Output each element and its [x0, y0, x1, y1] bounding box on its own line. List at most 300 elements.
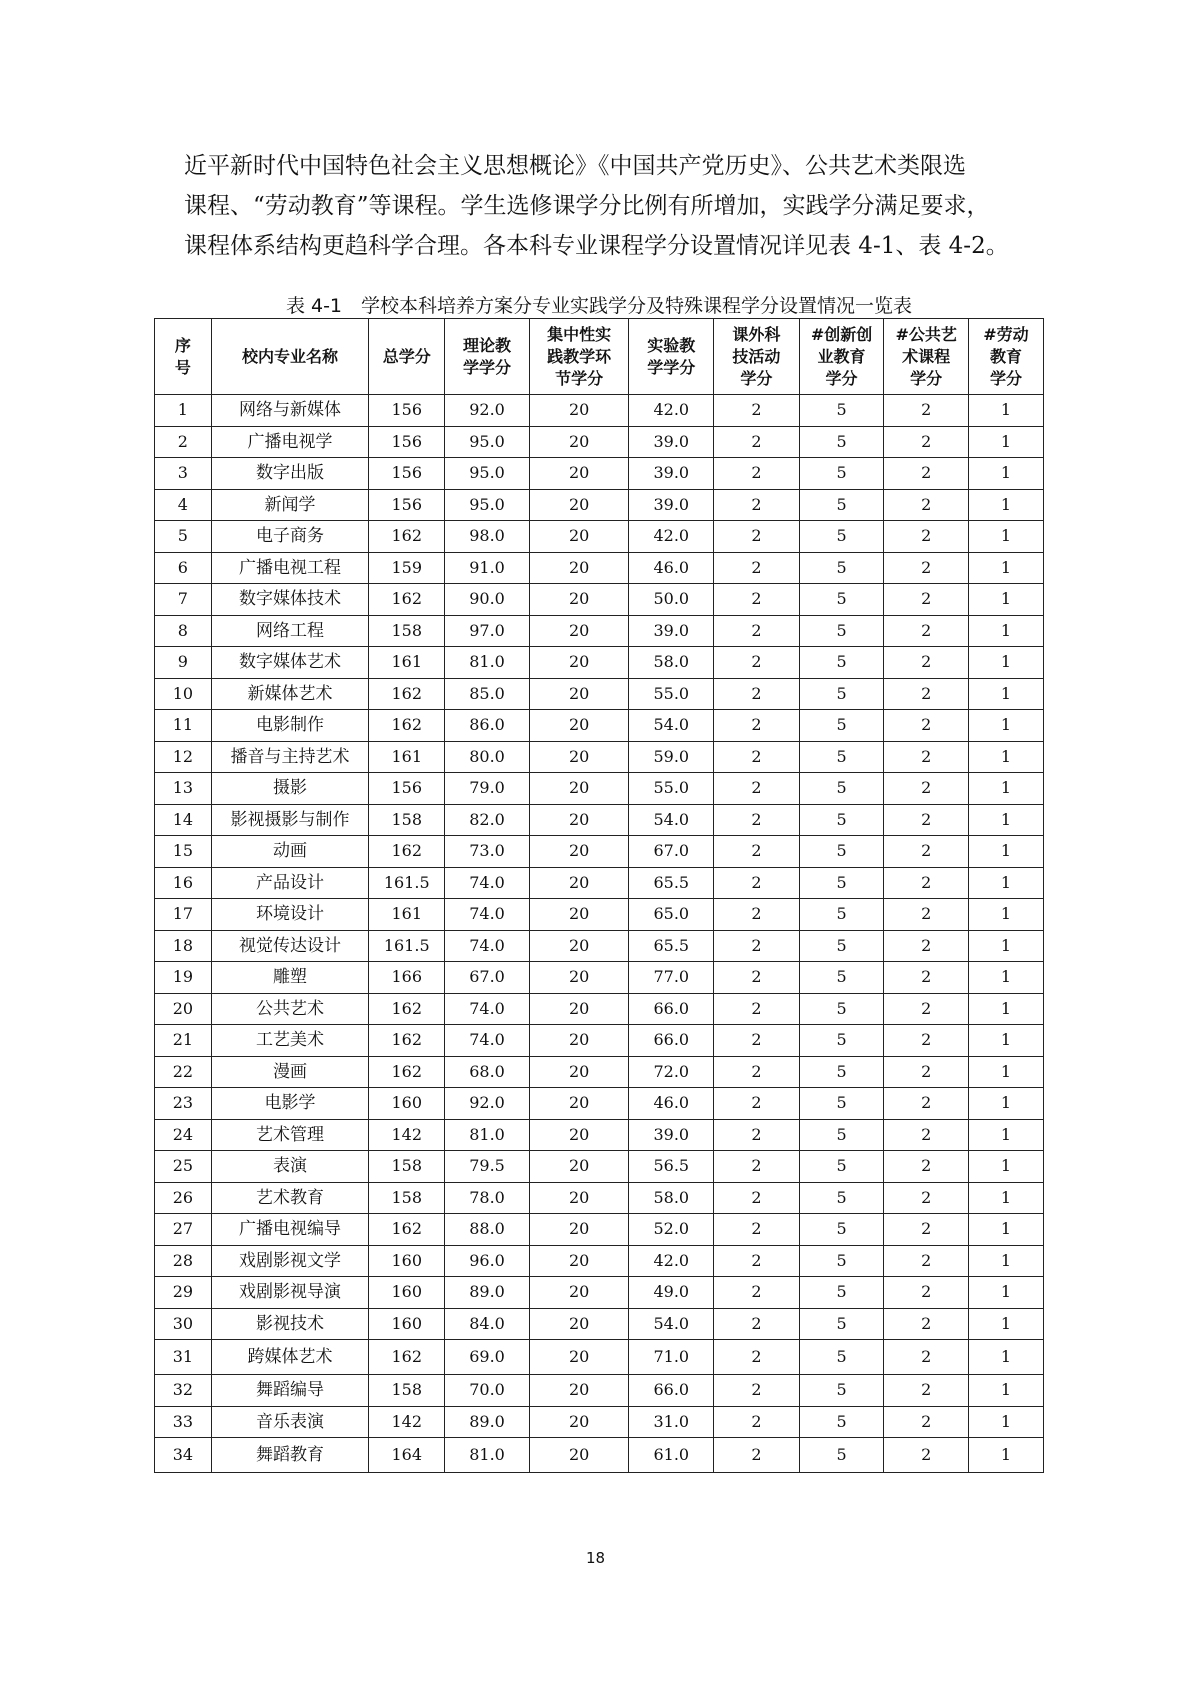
- cell-index: 29: [155, 1277, 212, 1309]
- header-text-line: 学分: [825, 368, 858, 388]
- cell-index: 16: [155, 867, 212, 899]
- cell-innovation-credits: 5: [799, 962, 884, 994]
- cell-practice-credits: 20: [529, 899, 629, 931]
- cell-public-art-credits: 2: [884, 1438, 969, 1473]
- cell-lab-credits: 66.0: [629, 1025, 714, 1057]
- cell-labor-credits: 1: [968, 1056, 1043, 1088]
- cell-public-art-credits: 2: [884, 521, 969, 553]
- cell-major-name: 视觉传达设计: [211, 930, 368, 962]
- cell-innovation-credits: 5: [799, 1245, 884, 1277]
- cell-public-art-credits: 2: [884, 930, 969, 962]
- cell-extracurricular-credits: 2: [714, 1308, 800, 1340]
- table-row: [155, 1340, 1044, 1375]
- cell-public-art-credits: 2: [884, 962, 969, 994]
- cell-labor-credits: 1: [968, 1214, 1043, 1246]
- cell-total-credits: 142: [369, 1406, 445, 1438]
- cell-total-credits: 160: [369, 1277, 445, 1309]
- cell-practice-credits: 20: [529, 930, 629, 962]
- cell-index: 1: [155, 395, 212, 427]
- table-row: [155, 1308, 1044, 1340]
- cell-public-art-credits: 2: [884, 678, 969, 710]
- cell-public-art-credits: 2: [884, 1119, 969, 1151]
- cell-major-name: 广播电视编导: [211, 1214, 368, 1246]
- table-row: [155, 552, 1044, 584]
- cell-lab-credits: 65.5: [629, 867, 714, 899]
- cell-extracurricular-credits: 2: [714, 867, 800, 899]
- cell-lab-credits: 39.0: [629, 458, 714, 490]
- table-row: [155, 1151, 1044, 1183]
- cell-total-credits: 158: [369, 615, 445, 647]
- cell-total-credits: 158: [369, 804, 445, 836]
- cell-total-credits: 162: [369, 836, 445, 868]
- cell-public-art-credits: 2: [884, 1025, 969, 1057]
- table-row: [155, 930, 1044, 962]
- cell-major-name: 公共艺术: [211, 993, 368, 1025]
- table-row: [155, 647, 1044, 679]
- cell-labor-credits: 1: [968, 1025, 1043, 1057]
- cell-public-art-credits: 2: [884, 458, 969, 490]
- cell-total-credits: 166: [369, 962, 445, 994]
- cell-theory-credits: 81.0: [445, 647, 530, 679]
- cell-lab-credits: 58.0: [629, 647, 714, 679]
- cell-lab-credits: 54.0: [629, 1308, 714, 1340]
- cell-labor-credits: 1: [968, 489, 1043, 521]
- cell-index: 13: [155, 773, 212, 805]
- cell-total-credits: 158: [369, 1375, 445, 1407]
- cell-index: 10: [155, 678, 212, 710]
- cell-practice-credits: 20: [529, 584, 629, 616]
- cell-index: 6: [155, 552, 212, 584]
- cell-labor-credits: 1: [968, 552, 1043, 584]
- cell-index: 28: [155, 1245, 212, 1277]
- header-text-line: 集中性实: [547, 324, 612, 344]
- cell-innovation-credits: 5: [799, 899, 884, 931]
- cell-extracurricular-credits: 2: [714, 678, 800, 710]
- cell-major-name: 网络工程: [211, 615, 368, 647]
- cell-extracurricular-credits: 2: [714, 1245, 800, 1277]
- cell-index: 33: [155, 1406, 212, 1438]
- cell-lab-credits: 59.0: [629, 741, 714, 773]
- cell-public-art-credits: 2: [884, 1406, 969, 1438]
- cell-innovation-credits: 5: [799, 1119, 884, 1151]
- cell-innovation-credits: 5: [799, 489, 884, 521]
- cell-theory-credits: 70.0: [445, 1375, 530, 1407]
- cell-practice-credits: 20: [529, 678, 629, 710]
- cell-index: 2: [155, 426, 212, 458]
- cell-index: 24: [155, 1119, 212, 1151]
- cell-innovation-credits: 5: [799, 1406, 884, 1438]
- cell-major-name: 播音与主持艺术: [211, 741, 368, 773]
- cell-innovation-credits: 5: [799, 1088, 884, 1120]
- table-row: [155, 458, 1044, 490]
- table-caption: 表 4-1 学校本科培养方案分专业实践学分及特殊课程学分设置情况一览表: [285, 295, 913, 317]
- cell-labor-credits: 1: [968, 458, 1043, 490]
- cell-lab-credits: 54.0: [629, 710, 714, 742]
- header-text-line: #劳动: [983, 324, 1029, 344]
- table-row: [155, 395, 1044, 427]
- cell-theory-credits: 80.0: [445, 741, 530, 773]
- cell-practice-credits: 20: [529, 1182, 629, 1214]
- cell-labor-credits: 1: [968, 678, 1043, 710]
- cell-practice-credits: 20: [529, 1056, 629, 1088]
- cell-major-name: 影视技术: [211, 1308, 368, 1340]
- cell-practice-credits: 20: [529, 773, 629, 805]
- cell-major-name: 雕塑: [211, 962, 368, 994]
- cell-lab-credits: 46.0: [629, 1088, 714, 1120]
- cell-innovation-credits: 5: [799, 426, 884, 458]
- cell-lab-credits: 55.0: [629, 773, 714, 805]
- cell-total-credits: 161: [369, 899, 445, 931]
- cell-labor-credits: 1: [968, 773, 1043, 805]
- cell-index: 27: [155, 1214, 212, 1246]
- cell-theory-credits: 67.0: [445, 962, 530, 994]
- cell-total-credits: 156: [369, 395, 445, 427]
- header-text-line: 理论教: [463, 335, 512, 355]
- cell-theory-credits: 81.0: [445, 1119, 530, 1151]
- cell-total-credits: 158: [369, 1182, 445, 1214]
- header-index: [155, 319, 212, 395]
- cell-lab-credits: 31.0: [629, 1406, 714, 1438]
- cell-extracurricular-credits: 2: [714, 710, 800, 742]
- cell-index: 31: [155, 1340, 212, 1375]
- cell-extracurricular-credits: 2: [714, 458, 800, 490]
- cell-innovation-credits: 5: [799, 584, 884, 616]
- cell-total-credits: 161: [369, 741, 445, 773]
- cell-lab-credits: 55.0: [629, 678, 714, 710]
- table-row: [155, 710, 1044, 742]
- table-row: [155, 1056, 1044, 1088]
- cell-theory-credits: 86.0: [445, 710, 530, 742]
- cell-theory-credits: 95.0: [445, 426, 530, 458]
- cell-total-credits: 162: [369, 1214, 445, 1246]
- cell-labor-credits: 1: [968, 962, 1043, 994]
- cell-extracurricular-credits: 2: [714, 741, 800, 773]
- cell-major-name: 广播电视工程: [211, 552, 368, 584]
- cell-theory-credits: 91.0: [445, 552, 530, 584]
- header-text-line: 学分: [740, 368, 773, 388]
- cell-lab-credits: 61.0: [629, 1438, 714, 1473]
- cell-public-art-credits: 2: [884, 1245, 969, 1277]
- table-row: [155, 741, 1044, 773]
- cell-practice-credits: 20: [529, 1088, 629, 1120]
- cell-practice-credits: 20: [529, 552, 629, 584]
- cell-index: 17: [155, 899, 212, 931]
- cell-major-name: 动画: [211, 836, 368, 868]
- cell-public-art-credits: 2: [884, 836, 969, 868]
- cell-labor-credits: 1: [968, 710, 1043, 742]
- cell-labor-credits: 1: [968, 615, 1043, 647]
- cell-practice-credits: 20: [529, 710, 629, 742]
- cell-labor-credits: 1: [968, 1438, 1043, 1473]
- cell-public-art-credits: 2: [884, 584, 969, 616]
- cell-practice-credits: 20: [529, 1308, 629, 1340]
- table-row: [155, 521, 1044, 553]
- paragraph-line: 近平新时代中国特色社会主义思想概论》《中国共产党历史》、公共艺术类限选: [184, 153, 966, 179]
- cell-index: 14: [155, 804, 212, 836]
- cell-major-name: 表演: [211, 1151, 368, 1183]
- cell-total-credits: 156: [369, 426, 445, 458]
- cell-innovation-credits: 5: [799, 1151, 884, 1183]
- cell-major-name: 艺术教育: [211, 1182, 368, 1214]
- cell-major-name: 艺术管理: [211, 1119, 368, 1151]
- cell-extracurricular-credits: 2: [714, 1151, 800, 1183]
- cell-innovation-credits: 5: [799, 867, 884, 899]
- table-row: [155, 1088, 1044, 1120]
- cell-extracurricular-credits: 2: [714, 993, 800, 1025]
- cell-theory-credits: 69.0: [445, 1340, 530, 1375]
- table-row: [155, 615, 1044, 647]
- cell-theory-credits: 81.0: [445, 1438, 530, 1473]
- cell-theory-credits: 84.0: [445, 1308, 530, 1340]
- cell-index: 15: [155, 836, 212, 868]
- cell-theory-credits: 74.0: [445, 993, 530, 1025]
- cell-total-credits: 162: [369, 1056, 445, 1088]
- cell-innovation-credits: 5: [799, 678, 884, 710]
- cell-lab-credits: 39.0: [629, 1119, 714, 1151]
- cell-public-art-credits: 2: [884, 773, 969, 805]
- cell-total-credits: 161: [369, 647, 445, 679]
- cell-lab-credits: 39.0: [629, 615, 714, 647]
- cell-labor-credits: 1: [968, 804, 1043, 836]
- cell-extracurricular-credits: 2: [714, 552, 800, 584]
- cell-public-art-credits: 2: [884, 804, 969, 836]
- header-practice-credits: [529, 319, 629, 395]
- paragraph-line: 课程体系结构更趋科学合理。各本科专业课程学分设置情况详见表 4-1、表 4-2。: [184, 233, 1009, 259]
- cell-total-credits: 162: [369, 993, 445, 1025]
- cell-major-name: 数字媒体艺术: [211, 647, 368, 679]
- cell-total-credits: 158: [369, 1151, 445, 1183]
- table-row: [155, 836, 1044, 868]
- table-body: [155, 395, 1044, 1473]
- cell-labor-credits: 1: [968, 1340, 1043, 1375]
- cell-major-name: 舞蹈教育: [211, 1438, 368, 1473]
- cell-major-name: 音乐表演: [211, 1406, 368, 1438]
- header-text-line: 技活动: [732, 346, 781, 366]
- cell-public-art-credits: 2: [884, 1088, 969, 1120]
- cell-practice-credits: 20: [529, 1438, 629, 1473]
- header-text-line: 学分: [989, 368, 1022, 388]
- cell-labor-credits: 1: [968, 993, 1043, 1025]
- header-text-line: 实验教: [647, 335, 696, 355]
- cell-innovation-credits: 5: [799, 395, 884, 427]
- cell-labor-credits: 1: [968, 899, 1043, 931]
- page-number: 18: [585, 1549, 606, 1567]
- paragraph-line: 课程、“劳动教育”等课程。学生选修课学分比例有所增加，实践学分满足要求，: [184, 193, 990, 219]
- header-text-line: 术课程: [902, 346, 951, 366]
- cell-lab-credits: 54.0: [629, 804, 714, 836]
- cell-major-name: 新闻学: [211, 489, 368, 521]
- cell-practice-credits: 20: [529, 521, 629, 553]
- cell-extracurricular-credits: 2: [714, 647, 800, 679]
- cell-index: 19: [155, 962, 212, 994]
- cell-major-name: 广播电视学: [211, 426, 368, 458]
- cell-total-credits: 160: [369, 1308, 445, 1340]
- cell-lab-credits: 56.5: [629, 1151, 714, 1183]
- cell-innovation-credits: 5: [799, 1214, 884, 1246]
- header-text-line: 校内专业名称: [241, 346, 338, 366]
- cell-innovation-credits: 5: [799, 1308, 884, 1340]
- cell-public-art-credits: 2: [884, 426, 969, 458]
- cell-theory-credits: 74.0: [445, 930, 530, 962]
- table-row: [155, 1119, 1044, 1151]
- cell-practice-credits: 20: [529, 1245, 629, 1277]
- cell-major-name: 摄影: [211, 773, 368, 805]
- cell-extracurricular-credits: 2: [714, 1088, 800, 1120]
- cell-lab-credits: 58.0: [629, 1182, 714, 1214]
- table-row: [155, 426, 1044, 458]
- cell-public-art-credits: 2: [884, 1308, 969, 1340]
- cell-innovation-credits: 5: [799, 710, 884, 742]
- cell-extracurricular-credits: 2: [714, 489, 800, 521]
- table-header-row: [155, 319, 1044, 395]
- table-row: [155, 1214, 1044, 1246]
- cell-labor-credits: 1: [968, 521, 1043, 553]
- cell-practice-credits: 20: [529, 836, 629, 868]
- cell-labor-credits: 1: [968, 930, 1043, 962]
- cell-major-name: 舞蹈编导: [211, 1375, 368, 1407]
- header-lab-credits: [629, 319, 714, 395]
- cell-public-art-credits: 2: [884, 867, 969, 899]
- cell-extracurricular-credits: 2: [714, 1277, 800, 1309]
- table-row: [155, 1375, 1044, 1407]
- cell-major-name: 数字出版: [211, 458, 368, 490]
- cell-index: 21: [155, 1025, 212, 1057]
- cell-extracurricular-credits: 2: [714, 584, 800, 616]
- header-innovation-credits: [799, 319, 884, 395]
- cell-labor-credits: 1: [968, 395, 1043, 427]
- cell-extracurricular-credits: 2: [714, 899, 800, 931]
- cell-total-credits: 164: [369, 1438, 445, 1473]
- cell-theory-credits: 95.0: [445, 458, 530, 490]
- cell-innovation-credits: 5: [799, 458, 884, 490]
- cell-total-credits: 142: [369, 1119, 445, 1151]
- cell-labor-credits: 1: [968, 1151, 1043, 1183]
- table-row: [155, 1025, 1044, 1057]
- cell-labor-credits: 1: [968, 584, 1043, 616]
- cell-index: 11: [155, 710, 212, 742]
- cell-labor-credits: 1: [968, 426, 1043, 458]
- cell-public-art-credits: 2: [884, 1182, 969, 1214]
- cell-index: 23: [155, 1088, 212, 1120]
- cell-lab-credits: 65.0: [629, 899, 714, 931]
- cell-public-art-credits: 2: [884, 993, 969, 1025]
- cell-lab-credits: 65.5: [629, 930, 714, 962]
- header-text-line: 号: [174, 357, 191, 377]
- cell-theory-credits: 90.0: [445, 584, 530, 616]
- cell-theory-credits: 68.0: [445, 1056, 530, 1088]
- cell-practice-credits: 20: [529, 804, 629, 836]
- cell-total-credits: 162: [369, 678, 445, 710]
- cell-lab-credits: 46.0: [629, 552, 714, 584]
- cell-theory-credits: 92.0: [445, 1088, 530, 1120]
- cell-index: 26: [155, 1182, 212, 1214]
- cell-extracurricular-credits: 2: [714, 773, 800, 805]
- cell-innovation-credits: 5: [799, 615, 884, 647]
- body-paragraph: [184, 146, 1034, 266]
- cell-extracurricular-credits: 2: [714, 395, 800, 427]
- cell-practice-credits: 20: [529, 1277, 629, 1309]
- header-text-line: 教育: [989, 346, 1022, 366]
- cell-public-art-credits: 2: [884, 1375, 969, 1407]
- cell-total-credits: 162: [369, 1340, 445, 1375]
- table-row: [155, 1277, 1044, 1309]
- cell-lab-credits: 52.0: [629, 1214, 714, 1246]
- header-extracurricular-credits: [714, 319, 800, 395]
- cell-major-name: 跨媒体艺术: [211, 1340, 368, 1375]
- cell-lab-credits: 42.0: [629, 395, 714, 427]
- cell-extracurricular-credits: 2: [714, 962, 800, 994]
- cell-innovation-credits: 5: [799, 993, 884, 1025]
- cell-practice-credits: 20: [529, 993, 629, 1025]
- cell-total-credits: 160: [369, 1245, 445, 1277]
- cell-major-name: 电影制作: [211, 710, 368, 742]
- cell-innovation-credits: 5: [799, 1056, 884, 1088]
- cell-major-name: 漫画: [211, 1056, 368, 1088]
- header-total-credits: [369, 319, 445, 395]
- table-row: [155, 993, 1044, 1025]
- cell-total-credits: 162: [369, 1025, 445, 1057]
- cell-innovation-credits: 5: [799, 804, 884, 836]
- cell-public-art-credits: 2: [884, 647, 969, 679]
- header-text-line: 学学分: [463, 357, 512, 377]
- cell-public-art-credits: 2: [884, 1151, 969, 1183]
- cell-public-art-credits: 2: [884, 741, 969, 773]
- header-text-line: 践教学环: [547, 346, 612, 366]
- cell-labor-credits: 1: [968, 647, 1043, 679]
- cell-innovation-credits: 5: [799, 773, 884, 805]
- header-text-line: 节学分: [555, 368, 604, 388]
- table-row: [155, 1245, 1044, 1277]
- table-row: [155, 489, 1044, 521]
- cell-theory-credits: 74.0: [445, 1025, 530, 1057]
- cell-public-art-credits: 2: [884, 552, 969, 584]
- cell-practice-credits: 20: [529, 615, 629, 647]
- cell-major-name: 环境设计: [211, 899, 368, 931]
- table-row: [155, 804, 1044, 836]
- cell-total-credits: 160: [369, 1088, 445, 1120]
- cell-labor-credits: 1: [968, 1277, 1043, 1309]
- cell-extracurricular-credits: 2: [714, 1214, 800, 1246]
- table-row: [155, 773, 1044, 805]
- cell-major-name: 网络与新媒体: [211, 395, 368, 427]
- cell-total-credits: 162: [369, 584, 445, 616]
- table-row: [155, 899, 1044, 931]
- cell-innovation-credits: 5: [799, 1277, 884, 1309]
- cell-practice-credits: 20: [529, 1151, 629, 1183]
- cell-major-name: 电子商务: [211, 521, 368, 553]
- cell-practice-credits: 20: [529, 1375, 629, 1407]
- cell-practice-credits: 20: [529, 489, 629, 521]
- header-labor-credits: [968, 319, 1043, 395]
- cell-labor-credits: 1: [968, 1406, 1043, 1438]
- cell-labor-credits: 1: [968, 867, 1043, 899]
- cell-lab-credits: 72.0: [629, 1056, 714, 1088]
- cell-public-art-credits: 2: [884, 1277, 969, 1309]
- cell-total-credits: 156: [369, 489, 445, 521]
- cell-total-credits: 161.5: [369, 867, 445, 899]
- cell-extracurricular-credits: 2: [714, 1119, 800, 1151]
- header-theory-credits: [445, 319, 530, 395]
- cell-index: 32: [155, 1375, 212, 1407]
- cell-theory-credits: 96.0: [445, 1245, 530, 1277]
- cell-extracurricular-credits: 2: [714, 426, 800, 458]
- cell-public-art-credits: 2: [884, 1056, 969, 1088]
- cell-practice-credits: 20: [529, 647, 629, 679]
- cell-innovation-credits: 5: [799, 741, 884, 773]
- cell-theory-credits: 82.0: [445, 804, 530, 836]
- cell-index: 4: [155, 489, 212, 521]
- cell-public-art-credits: 2: [884, 489, 969, 521]
